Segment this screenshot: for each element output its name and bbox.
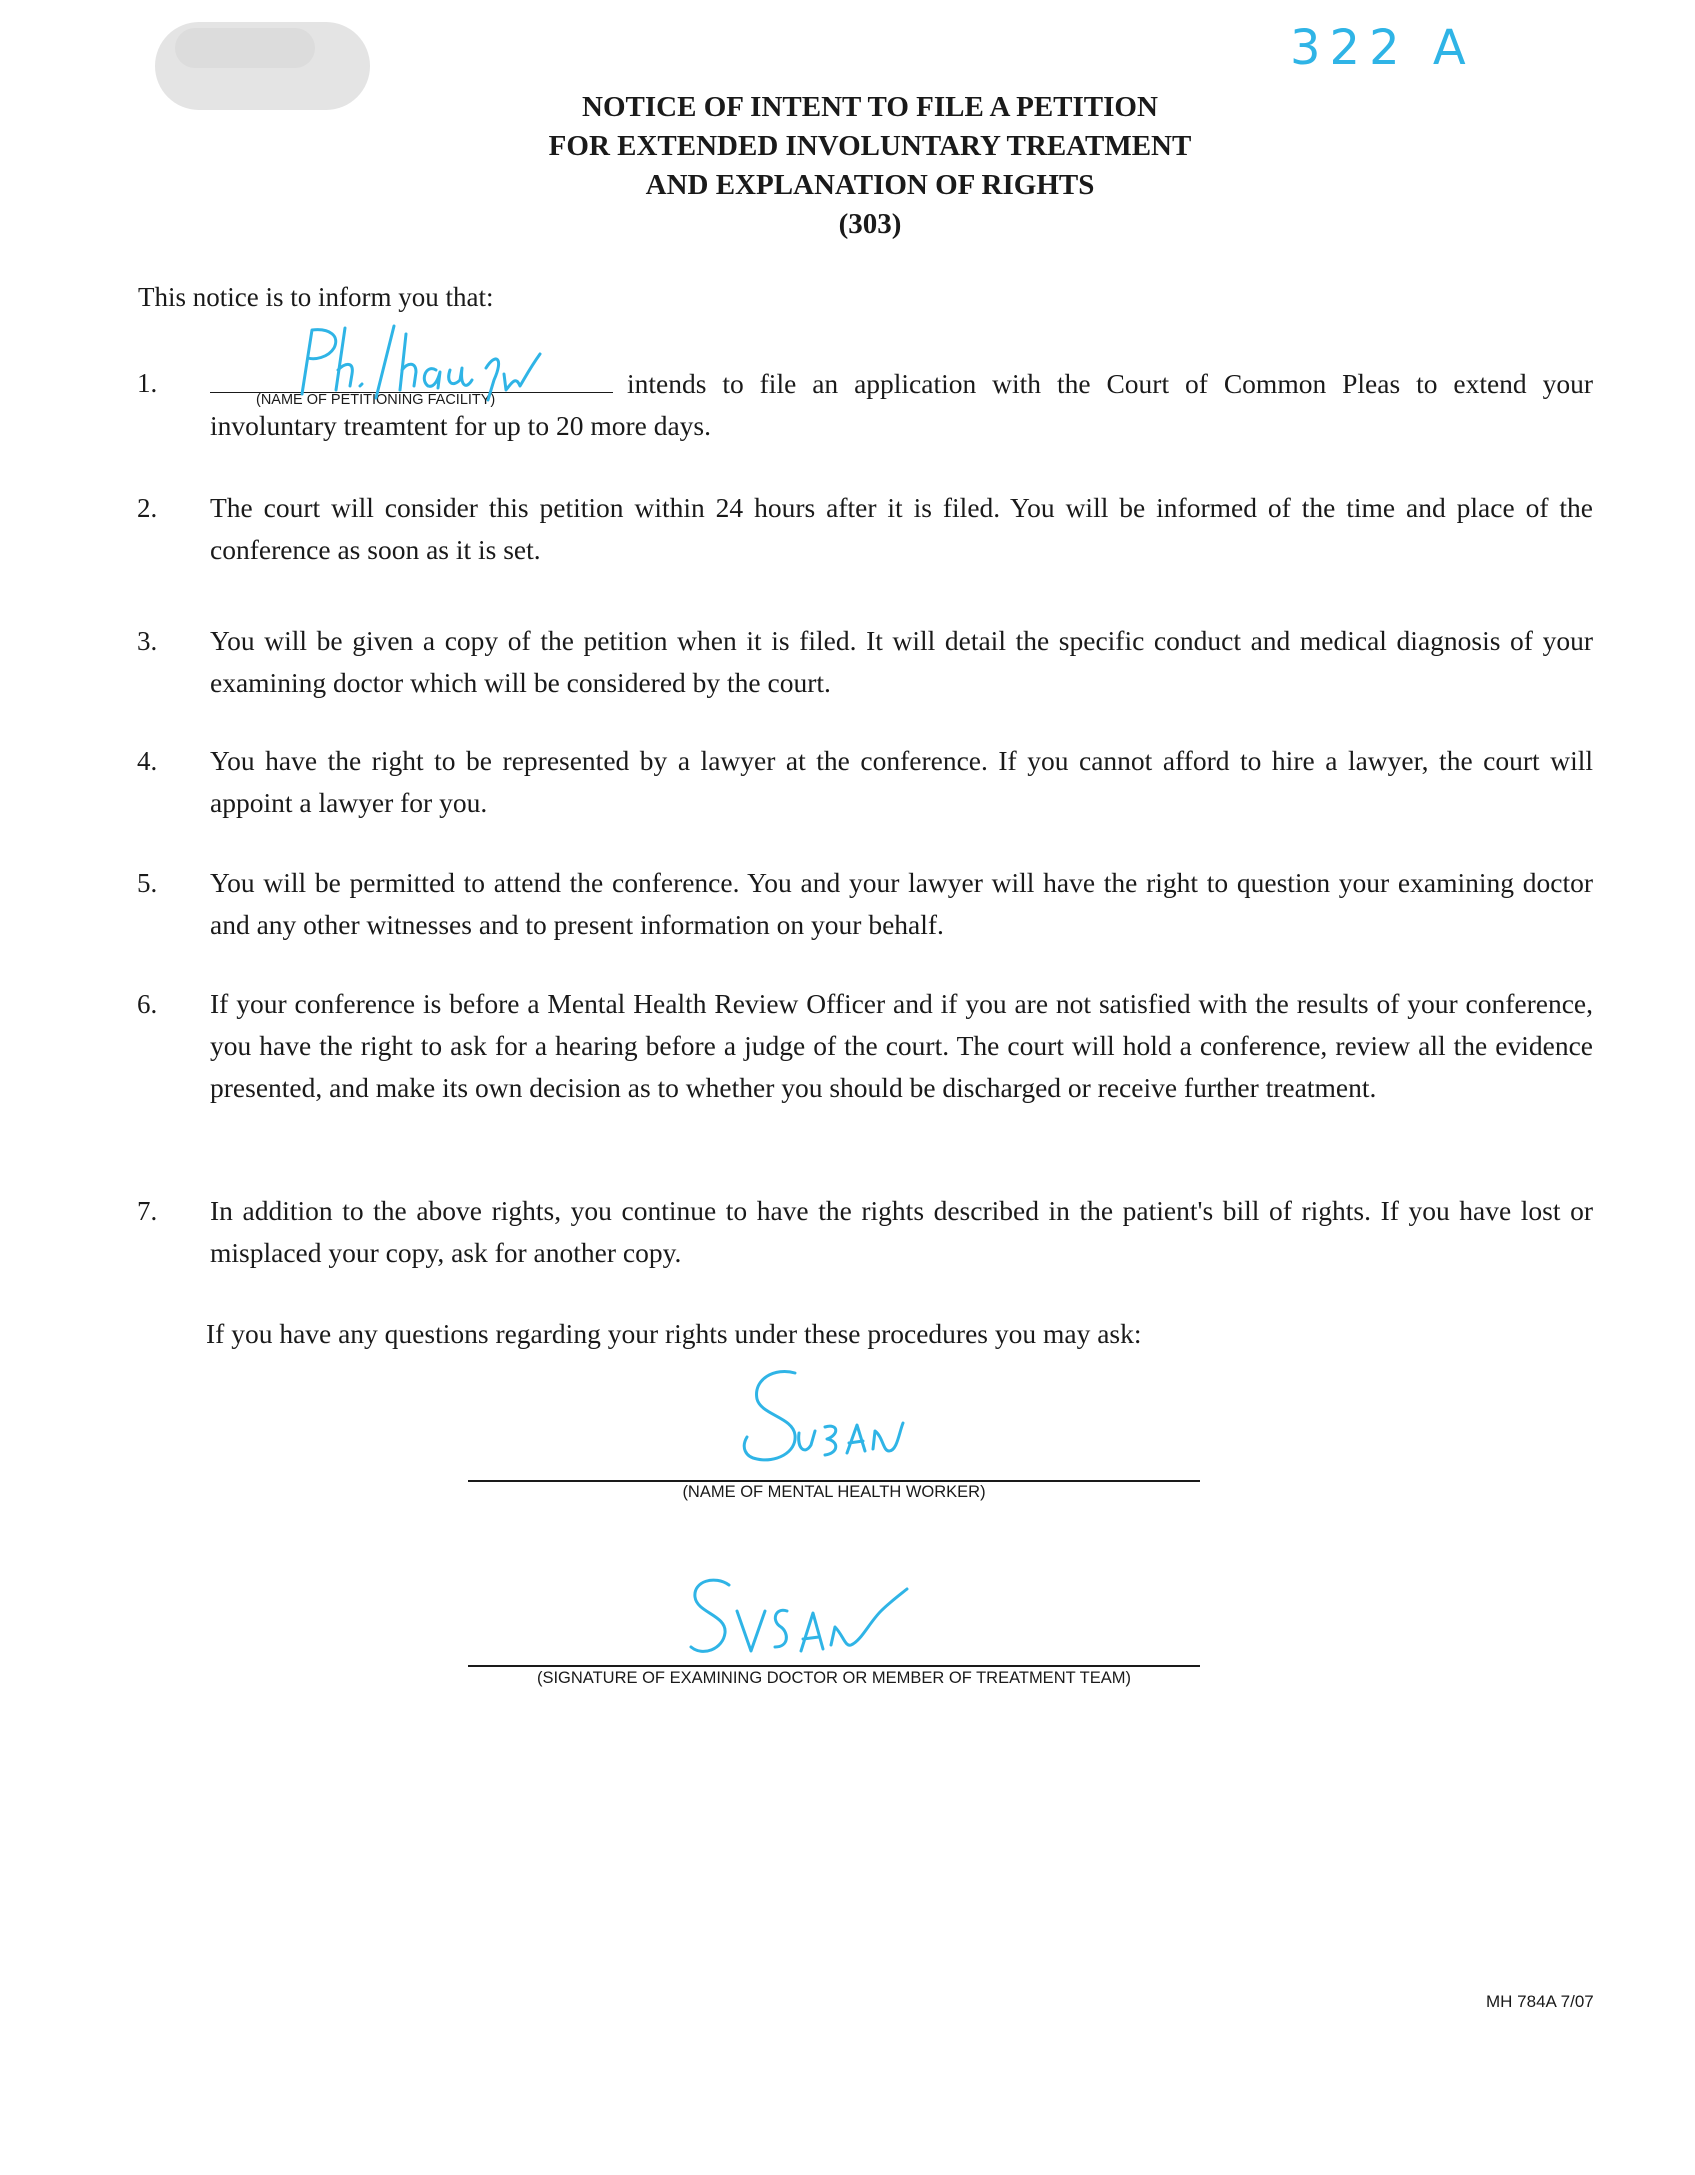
form-code: MH 784A 7/07 bbox=[1486, 1992, 1594, 2011]
facility-handwriting-image bbox=[290, 324, 560, 404]
item-text: You will be given a copy of the petition when it is filed. It will detail the specific conduct and medical diagnosis of your examining doctor which will be considered by the court. bbox=[210, 625, 1593, 698]
item-number: 3. bbox=[137, 626, 158, 656]
title-line-2: FOR EXTENDED INVOLUNTARY TREATMENT bbox=[548, 130, 1192, 162]
closing-text: If you have any questions regarding your rights under these procedures you may ask: bbox=[206, 1318, 1142, 1349]
mental-health-worker-field[interactable] bbox=[468, 1480, 1200, 1482]
item-text: If your conference is before a Mental Health Review Officer and if you are not satisfied with the results of your conference, you have the right to ask for a hearing before a judge of the court. The court will hold a conference, review all the evidence presented, and make its own decision as to whether you should be discharged or receive further treatment. bbox=[210, 988, 1593, 1103]
intro-text: This notice is to inform you that: bbox=[138, 282, 494, 312]
item-text: In addition to the above rights, you continue to have the rights described in the patient's bill of rights. If you have lost or misplaced your copy, ask for another copy. bbox=[210, 1195, 1593, 1268]
examining-doctor-signature-field[interactable] bbox=[468, 1665, 1200, 1667]
item-text: intends to file an application with the Court of Common Pleas to extend your involuntary treamtent for up to 20 more days. bbox=[210, 368, 1593, 441]
item-number: 7. bbox=[137, 1196, 158, 1226]
item-text-block bbox=[210, 362, 1593, 447]
item-text: You have the right to be represented by a lawyer at the conference. If you cannot afford to hire a lawyer, the court will appoint a lawyer for you. bbox=[210, 745, 1593, 818]
title-line-3: AND EXPLANATION OF RIGHTS bbox=[645, 169, 1095, 201]
petitioning-facility-field[interactable] bbox=[210, 362, 613, 408]
handwritten-form-number: 322 A bbox=[1290, 20, 1475, 76]
mental-health-worker-handwriting-image bbox=[735, 1365, 915, 1475]
item-number: 4. bbox=[137, 746, 158, 776]
title-section-number: (303) bbox=[838, 208, 902, 240]
item-text: The court will consider this petition within 24 hours after it is filed. You will be informed of the time and place of the conference as soon as it is set. bbox=[210, 492, 1593, 565]
item-text: You will be permitted to attend the conference. You and your lawyer will have the right to question your examining doctor and any other witnesses and to present information on your behalf. bbox=[210, 867, 1593, 940]
mental-health-worker-caption: (NAME OF MENTAL HEALTH WORKER) bbox=[682, 1483, 986, 1501]
examining-doctor-caption: (SIGNATURE OF EXAMINING DOCTOR OR MEMBER OF TREATMENT TEAM) bbox=[536, 1669, 1132, 1687]
item-number: 1. bbox=[137, 368, 158, 398]
examining-doctor-signature-image bbox=[685, 1575, 925, 1665]
item-number: 2. bbox=[137, 493, 158, 523]
item-number: 6. bbox=[137, 989, 158, 1019]
title-line-1: NOTICE OF INTENT TO FILE A PETITION bbox=[582, 91, 1158, 123]
item-number: 5. bbox=[137, 868, 158, 898]
petitioning-facility-caption: (NAME OF PETITIONING FACILITY) bbox=[256, 392, 496, 408]
document-title bbox=[0, 88, 1695, 244]
